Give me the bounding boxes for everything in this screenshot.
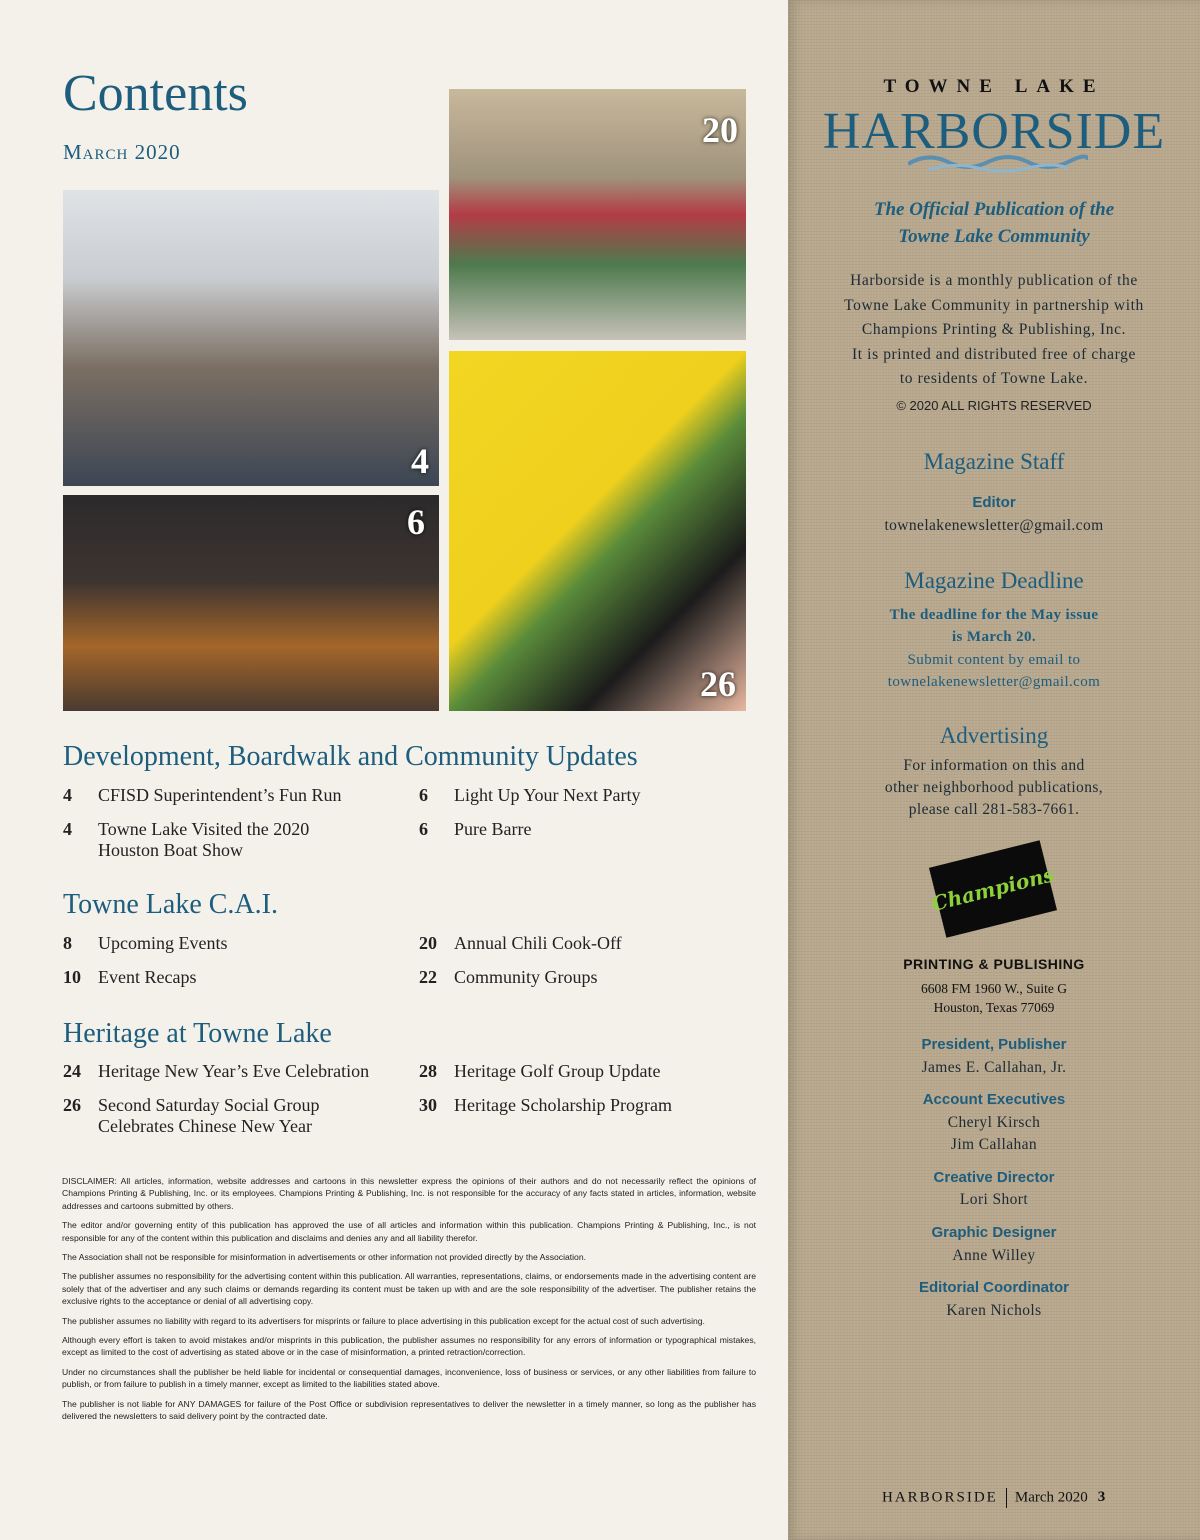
toc-entry[interactable] <box>419 785 749 806</box>
staff-name: Jim Callahan <box>950 1136 1038 1153</box>
tagline-line: Towne Lake Community <box>898 226 1090 247</box>
section-heading-heritage: Heritage at Towne Lake <box>63 1018 332 1049</box>
disclaimer <box>62 1175 756 1430</box>
staff-role: Editorial Coordinator <box>919 1279 1069 1296</box>
disclaimer-paragraph: The publisher is not liable for ANY DAMAGES for failure of the Post Office or subdivision representatives to deliver the newsletter in a timely manner, so long as the publisher has delivered the newsletters to said delivery point by the contracted date. <box>62 1398 756 1422</box>
toc-entry[interactable] <box>63 1095 363 1137</box>
toc-title: Second Saturday Social Group Celebrates Chinese New Year <box>98 1095 320 1136</box>
staff-name: Karen Nichols <box>946 1302 1042 1319</box>
toc-entry[interactable] <box>419 967 749 988</box>
disclaimer-paragraph: The Association shall not be responsible for misinformation in advertisements or other information not provided directly by the Association. <box>62 1252 587 1263</box>
toc-page-number: 10 <box>63 967 81 987</box>
logo-text: Champions <box>929 862 1057 916</box>
toc-entry[interactable] <box>63 785 408 806</box>
copyright: © 2020 ALL RIGHTS RESERVED <box>896 398 1092 413</box>
photo-chinese-new-year[interactable] <box>449 351 746 711</box>
photo-fire-grill[interactable] <box>63 495 439 711</box>
footer-divider <box>1006 1488 1007 1508</box>
editor-label: Editor <box>972 494 1016 511</box>
toc-page-number: 8 <box>63 933 72 953</box>
masthead-kicker: TOWNE LAKE <box>883 76 1105 97</box>
toc-page-number: 6 <box>419 819 428 839</box>
advertising-text: other neighborhood publications, <box>884 779 1104 796</box>
deadline-email-link[interactable]: townelakenewsletter@gmail.com <box>887 674 1101 690</box>
staff-name: Anne Willey <box>952 1247 1036 1264</box>
photo-page-number: 26 <box>700 664 736 704</box>
toc-entry[interactable] <box>63 1061 408 1082</box>
toc-entry[interactable] <box>419 1095 749 1116</box>
page-title: Contents <box>63 65 248 122</box>
photo-chili-cookoff[interactable] <box>449 89 746 340</box>
staff-role: Account Executives <box>922 1091 1066 1108</box>
tagline <box>788 196 1200 250</box>
photo-page-number: 4 <box>411 441 429 481</box>
printing-publishing: PRINTING & PUBLISHING <box>903 956 1085 972</box>
staff-role: President, Publisher <box>921 1036 1067 1053</box>
toc-title: CFISD Superintendent’s Fun Run <box>98 785 342 805</box>
footer-issue: March 2020 <box>1014 1489 1088 1506</box>
intro-line: Towne Lake Community in partnership with <box>844 296 1144 314</box>
footer-page-number: 3 <box>1097 1489 1106 1506</box>
toc-title: Heritage Golf Group Update <box>454 1061 661 1081</box>
advertising-phone: please call 281-583-7661. <box>908 801 1080 818</box>
photo-page-number: 6 <box>407 502 425 542</box>
footer-publication: HARBORSIDE <box>882 1489 998 1506</box>
staff-heading: Magazine Staff <box>923 449 1065 474</box>
toc-entry[interactable] <box>63 933 408 954</box>
tagline-line: The Official Publication of the <box>873 199 1115 220</box>
deadline-date: is March 20. <box>951 629 1037 645</box>
toc-page-number: 24 <box>63 1061 81 1081</box>
intro-line: Champions Printing & Publishing, Inc. <box>861 321 1127 338</box>
photo-boat-show[interactable] <box>63 190 439 486</box>
toc-page-number: 4 <box>63 819 72 839</box>
disclaimer-paragraph: The publisher assumes no responsibility for the advertising content within this publication. All warranties, representations, claims, or endorsements made in the advertising content are solely that of the advertiser and any such claims or demands regarding its content must be taken up with and are the sole responsibility of the advertiser. The publisher retains the exclusive rights to the acceptance or denial of all advertising copy. <box>62 1271 756 1307</box>
toc-entry[interactable] <box>419 1061 749 1082</box>
toc-title: Pure Barre <box>454 819 532 839</box>
toc-title: Community Groups <box>454 967 598 987</box>
sidebar <box>788 0 1200 1540</box>
toc-page-number: 30 <box>419 1095 437 1115</box>
disclaimer-paragraph: The publisher assumes no liability with regard to its advertisers for misprints or failure to place advertising in this publication except for the actual cost of such advertising. <box>62 1315 705 1326</box>
toc-page-number: 28 <box>419 1061 437 1081</box>
staff-name: Cheryl Kirsch <box>947 1114 1041 1131</box>
intro-text <box>808 269 1180 392</box>
disclaimer-paragraph: DISCLAIMER: All articles, information, website addresses and cartoons in this newsletter express the opinions of their authors and do not necessarily reflect the opinions of Champions Printing & Publishing, Inc. or its employees. Champions Printing & Publishing, Inc. is not responsible for the accuracy of any facts stated in articles, information, website addresses and cartoons submitted by others. <box>62 1176 756 1211</box>
deadline-submit: Submit content by email to <box>907 652 1081 668</box>
disclaimer-paragraph: The editor and/or governing entity of this publication has approved the use of all articles and information within this publication. Champions Printing & Publishing, Inc., is not responsible for any of the content within this publication and disclaims and denies any and all liability therefor. <box>62 1220 756 1243</box>
toc-title: Heritage New Year’s Eve Celebration <box>98 1061 370 1081</box>
toc-page-number: 26 <box>63 1095 81 1115</box>
toc-page-number: 20 <box>419 933 437 953</box>
address-line: Houston, Texas 77069 <box>933 1000 1055 1015</box>
toc-page-number: 6 <box>419 785 428 805</box>
toc-page-number: 22 <box>419 967 437 987</box>
toc-page-number: 4 <box>63 785 72 805</box>
issue-date: March 2020 <box>63 140 181 164</box>
toc-entry[interactable] <box>63 967 408 988</box>
disclaimer-paragraph: Although every effort is taken to avoid mistakes and/or misprints in this publication, the publisher assumes no responsibility for any errors of information or typographical mistakes, except as limited to the cost of advertising as stated above or in the case of misinformation, a printed retraction/correction. <box>62 1335 756 1358</box>
intro-line: It is printed and distributed free of charge <box>852 345 1136 363</box>
address-line: 6608 FM 1960 W., Suite G <box>921 981 1067 996</box>
toc-title: Annual Chili Cook-Off <box>454 933 622 953</box>
toc-entry[interactable] <box>63 819 363 861</box>
toc-title: Upcoming Events <box>98 933 228 953</box>
deadline-text: The deadline for the May issue <box>889 607 1099 623</box>
masthead-logo: HARBORSIDE <box>822 103 1166 160</box>
advertising-heading: Advertising <box>939 723 1049 748</box>
staff-role: Graphic Designer <box>931 1224 1057 1241</box>
toc-title: Heritage Scholarship Program <box>454 1095 672 1115</box>
toc-entry[interactable] <box>419 819 749 840</box>
staff-name: Lori Short <box>959 1191 1029 1208</box>
wave-icon <box>908 150 1088 174</box>
intro-line: Harborside is a monthly publication of the <box>850 272 1138 289</box>
toc-title: Towne Lake Visited the 2020 Houston Boat Show <box>98 819 310 860</box>
photo-page-number: 20 <box>702 110 738 150</box>
staff-role: Creative Director <box>933 1169 1055 1186</box>
toc-title: Light Up Your Next Party <box>454 785 641 805</box>
champions-logo <box>929 840 1057 937</box>
section-heading-development: Development, Boardwalk and Community Updates <box>63 741 638 772</box>
disclaimer-paragraph: Under no circumstances shall the publisher be held liable for incidental or consequential damages, inconvenience, loss of business or services, or any other liabilities from failure to publish, or from failure to publish in a timely manner, except as limited to the liabilities stated above. <box>62 1366 756 1390</box>
address <box>788 979 1200 1017</box>
page-footer <box>882 1488 1105 1508</box>
staff-name: James E. Callahan, Jr. <box>921 1059 1067 1076</box>
toc-entry[interactable] <box>419 933 749 954</box>
toc-title: Event Recaps <box>98 967 197 987</box>
intro-line: to residents of Towne Lake. <box>899 370 1089 387</box>
deadline-heading: Magazine Deadline <box>904 568 1084 593</box>
editor-email-link[interactable]: townelakenewsletter@gmail.com <box>884 517 1104 534</box>
section-heading-cai: Towne Lake C.A.I. <box>63 889 278 920</box>
advertising-text: For information on this and <box>903 757 1085 774</box>
